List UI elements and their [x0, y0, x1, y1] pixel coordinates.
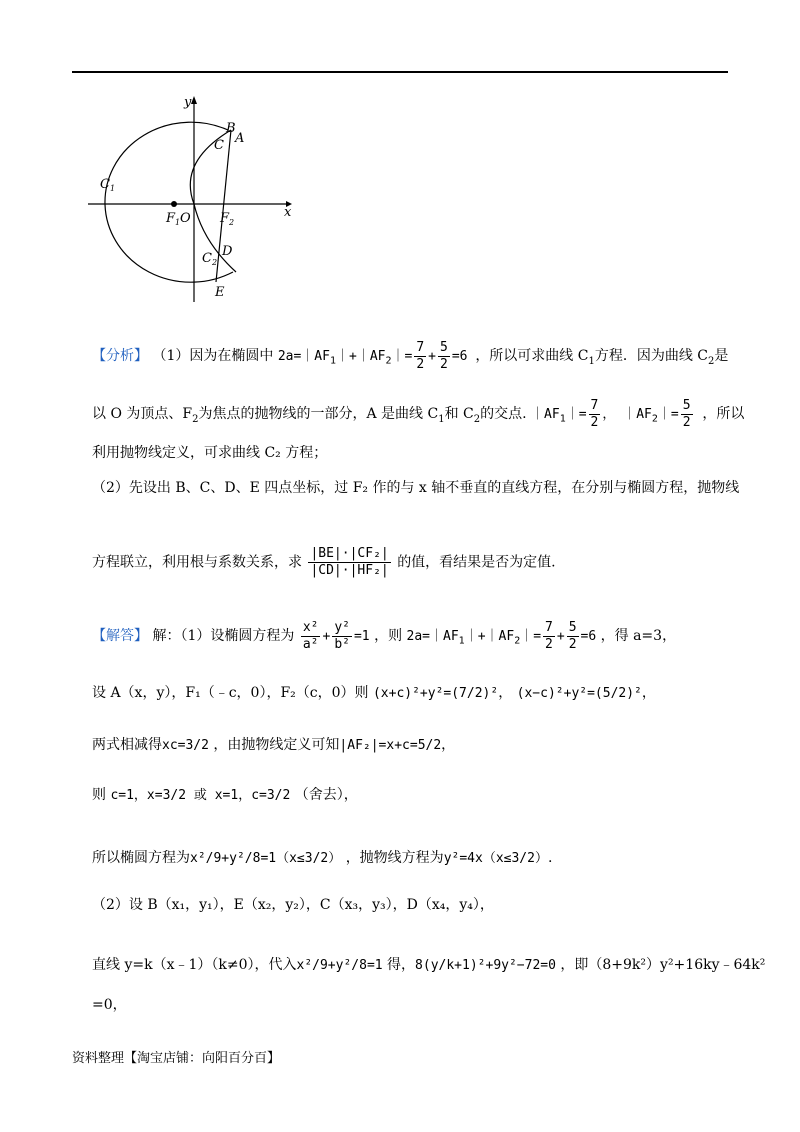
analysis-line-3: 利用抛物线定义，可求曲线 C₂ 方程；	[92, 445, 328, 461]
analysis-text: ，所以可求曲线 C	[475, 348, 589, 364]
analysis-tag: 【分析】	[92, 348, 148, 364]
solution-line-4: 则 c=1，x=3/2 或 x=1，c=3/2 （舍去），	[92, 787, 358, 803]
analysis-line-1: 【分析】 （1）因为在椭圆中 $2a=|AF_1|+|AF_2|=$ $\frac{7}{2}$ + $\frac{5}{2}$ =6 ，所以可求曲线 $C_1$方程．因为曲线 $C_2$是	[92, 340, 729, 372]
label-F2: $F_2$	[220, 211, 235, 227]
label-E: E	[215, 285, 225, 300]
geometry-figure	[88, 92, 303, 302]
analysis-text: 是	[714, 348, 729, 364]
solution-line-3: 两式相减得xc=3/2 ，由抛物线定义可知|AF₂|=x+c=5/2，	[92, 737, 456, 753]
analysis-text: （1）因为在椭圆中	[152, 348, 274, 364]
analysis-line-5: 方程联立，利用根与系数关系，求 $\frac{\text{|BE|·|CF₂|}}{\text{|CD|·|HF₂|}}$ 的值，看结果是否为定值.	[92, 546, 556, 578]
solution-tag: 【解答】	[92, 628, 148, 644]
label-C: C	[214, 138, 224, 153]
footer-credit: 资料整理【淘宝店铺：向阳百分百】	[72, 1051, 281, 1066]
header-rule	[72, 71, 728, 73]
solution-line-5: 所以椭圆方程为x²/9+y²/8=1（x≤3/2） ，抛物线方程为y²=4x（x≤3/2）.	[92, 850, 553, 866]
label-B: B	[226, 121, 236, 136]
label-O: O	[180, 211, 191, 226]
label-F1: $F_1$	[166, 211, 181, 227]
analysis-line-4: （2）先设出 B、C、D、E 四点坐标，过 F₂ 作的与 x 轴不垂直的直线方程，在分别与椭圆方程，抛物线	[92, 480, 740, 496]
label-A: A	[235, 131, 245, 146]
label-D: D	[222, 244, 233, 259]
label-C2: $C_2$	[202, 251, 218, 267]
analysis-text: 方程．因为曲线 C	[594, 348, 709, 364]
label-y: y	[184, 95, 192, 110]
analysis-eq: $2a=|AF_1|+|AF_2|=$ $\frac{7}{2}$ + $\frac{5}{2}$ =6	[277, 340, 468, 372]
analysis-line-2: 以 O 为顶点、$F_2$为焦点的抛物线的一部分，A 是曲线 $C_1$和 $C_2$的交点. $|AF_1|=$ $\frac{7}{2}$ ， $|AF_2|=$ $\frac{5}{2}$ ，所以	[92, 398, 745, 430]
solution-line-1: 【解答】 解：（1）设椭圆方程为 $\frac{\text{x²}}{\text{a²}}$ + $\frac{\text{y²}}{\text{b²}}$ =1 ，则 $2a=|AF_1|+|AF_2|=$ $\frac{7}{2}$ + $\frac{5}{2}$ =6 ，得 a=3，	[92, 620, 677, 652]
solution-line-2: 设 A（x，y），F₁（﹣c，0），F₂（c，0）则 (x+c)²+y²=(7/2)²， (x−c)²+y²=(5/2)²，	[92, 685, 656, 701]
label-x: x	[284, 205, 292, 220]
solution-line-8: =0，	[92, 997, 127, 1013]
label-C1: $C_1$	[100, 177, 116, 193]
solution-line-7: 直线 y=k（x﹣1）（k≠0），代入x²/9+y²/8=1 得，8(y/k+1)²+9y²−72=0 ，即（8+9k²）y²+16ky﹣64k²	[92, 957, 766, 973]
solution-line-6: （2）设 B（x₁，y₁），E（x₂，y₂），C（x₃，y₃），D（x₄，y₄），	[92, 897, 494, 913]
